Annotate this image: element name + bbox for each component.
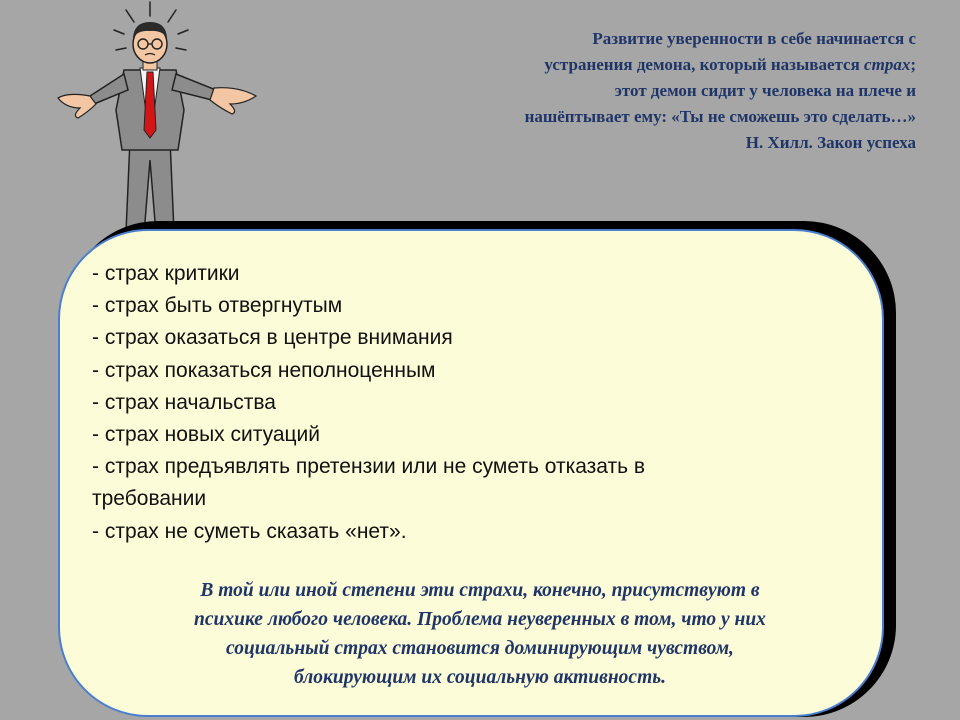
fears-list (92, 258, 812, 548)
quote-line-4: нашёптывает ему: «Ты не сможешь это сделать…» (524, 107, 916, 126)
epigraph-quote (396, 26, 916, 156)
fear-item: - страх начальства (92, 390, 276, 414)
fear-item: - страх быть отвергнутым (92, 294, 343, 318)
quote-line-3: этот демон сидит у человека на плече и (614, 81, 916, 100)
quote-line-2 (396, 52, 916, 78)
conclusion-line: психике любого человека. Проблема неуверенных в том, что у них (194, 609, 766, 630)
fear-item: - страх оказаться в центре внимания (92, 326, 453, 350)
conclusion-text (110, 576, 850, 692)
fear-item-continuation: требовании (92, 487, 207, 511)
conclusion-line: В той или иной степени эти страхи, конечно, присутствуют в (200, 580, 760, 601)
quote-emphasis-fear: страх (864, 55, 911, 74)
quote-author: Н. Хилл. Закон успеха (745, 133, 916, 152)
fear-item: - страх предъявлять претензии или не суметь отказать в (92, 455, 646, 479)
conclusion-line: блокирующим их социальную активность. (293, 667, 667, 688)
quote-line-2-text: устранения демона, который называется (544, 55, 865, 74)
fear-item: - страх не суметь сказать «нет». (92, 519, 407, 543)
conclusion-line: социальный страх становится доминирующим чувством, (226, 638, 734, 659)
fear-item: - страх критики (92, 262, 240, 285)
quote-line-1: Развитие уверенности в себе начинается с (592, 29, 916, 48)
fear-item: - страх показаться неполноценным (92, 358, 436, 382)
fear-item: - страх новых ситуаций (92, 423, 321, 447)
quote-line-2-end: ; (910, 55, 916, 74)
